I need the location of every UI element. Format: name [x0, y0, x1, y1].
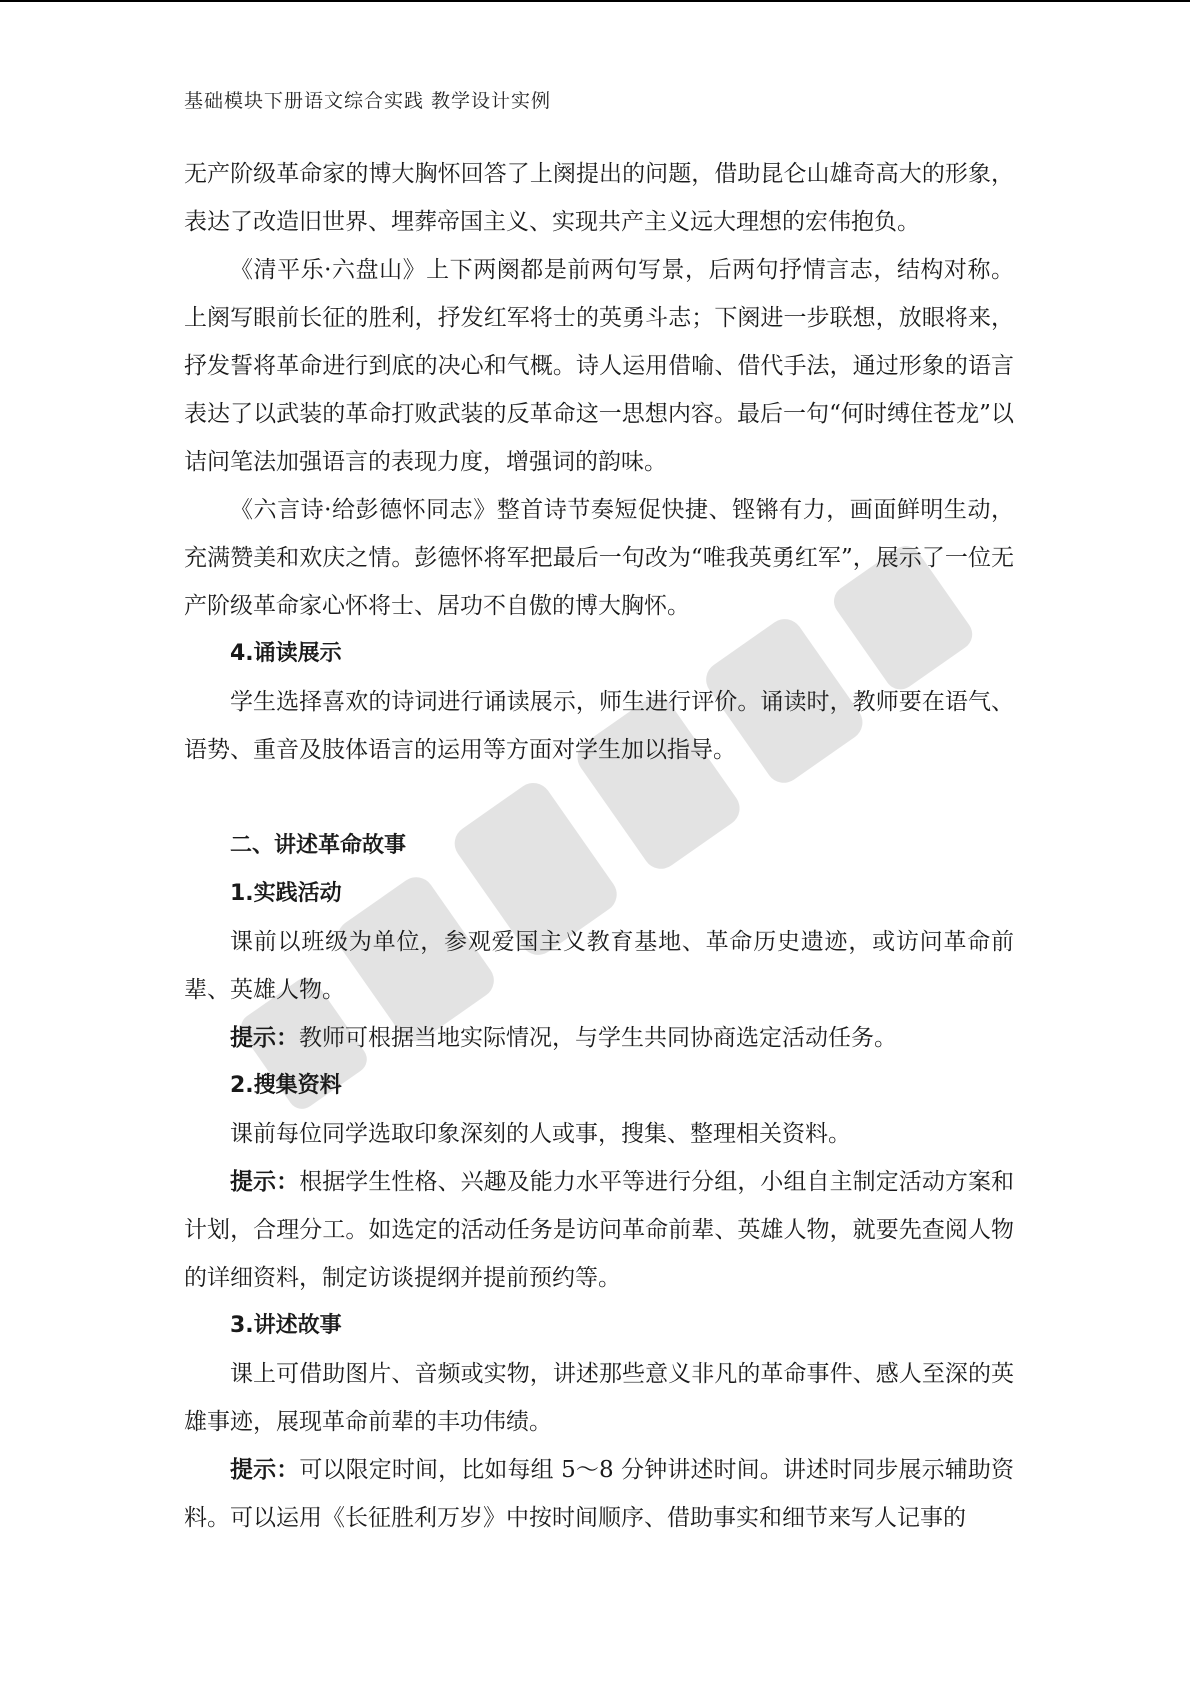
page-body — [184, 150, 1014, 1542]
paragraph: 无产阶级革命家的博大胸怀回答了上阕提出的问题，借助昆仑山雄奇高大的形象，表达了改造旧世界、埋葬帝国主义、实现共产主义远大理想的宏伟抱负。 — [184, 161, 1014, 235]
paragraph: 《清平乐·六盘山》上下两阕都是前两句写景，后两句抒情言志，结构对称。上阕写眼前长征的胜利，抒发红军将士的英勇斗志；下阕进一步联想，放眼将来，抒发誓将革命进行到底的决心和气概。诗人运用借喻、借代手法，通过形象的语言表达了以武装的革命打败武装的反革命这一思想内容。最后一句“何时缚住苍龙”以诘问笔法加强语言的表现力度，增强词的韵味。 — [184, 257, 1014, 475]
subheading-collect: 2.搜集资料 — [230, 1073, 342, 1098]
tip-label: 提示： — [230, 1025, 299, 1051]
tip-paragraph — [184, 1446, 1014, 1542]
subheading-practice: 1.实践活动 — [230, 881, 342, 906]
paragraph: 《六言诗·给彭德怀同志》整首诗节奏短促快捷、铿锵有力，画面鲜明生动，充满赞美和欢庆之情。彭德怀将军把最后一句改为“唯我英勇红军”，展示了一位无产阶级革命家心怀将士、居功不自傲的博大胸怀。 — [184, 497, 1014, 619]
paragraph: 课前以班级为单位，参观爱国主义教育基地、革命历史遗迹，或访问革命前辈、英雄人物。 — [184, 929, 1014, 1003]
tip-label: 提示： — [230, 1169, 300, 1195]
paragraph: 课前每位同学选取印象深刻的人或事，搜集、整理相关资料。 — [230, 1121, 851, 1147]
tip-label: 提示： — [230, 1457, 300, 1483]
running-head: 基础模块下册语文综合实践 教学设计实例 — [184, 90, 552, 112]
top-rule — [0, 0, 1190, 2]
subheading-storytelling: 3.讲述故事 — [230, 1313, 342, 1338]
paragraph: 学生选择喜欢的诗词进行诵读展示，师生进行评价。诵读时，教师要在语气、语势、重音及肢体语言的运用等方面对学生加以指导。 — [184, 689, 1014, 763]
subheading-recitation: 4.诵读展示 — [230, 641, 342, 666]
tip-text: 可以限定时间，比如每组 5～8 分钟讲述时间。讲述时同步展示辅助资料。可以运用《长征胜利万岁》中按时间顺序、借助事实和细节来写人记事的 — [184, 1457, 1015, 1531]
tip-paragraph — [184, 1158, 1014, 1302]
tip-text: 根据学生性格、兴趣及能力水平等进行分组，小组自主制定活动方案和计划，合理分工。如选定的活动任务是访问革命前辈、英雄人物，就要先查阅人物的详细资料，制定访谈提纲并提前预约等。 — [184, 1169, 1015, 1291]
paragraph: 课上可借助图片、音频或实物，讲述那些意义非凡的革命事件、感人至深的英雄事迹，展现革命前辈的丰功伟绩。 — [184, 1361, 1014, 1435]
tip-paragraph — [184, 1014, 1014, 1062]
tip-text: 教师可根据当地实际情况，与学生共同协商选定活动任务。 — [299, 1025, 897, 1051]
section-heading: 二、讲述革命故事 — [230, 833, 407, 858]
